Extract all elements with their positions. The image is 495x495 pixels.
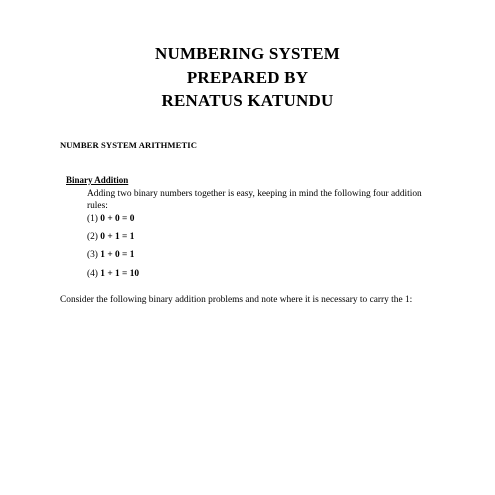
rule-equation: 1 + 0 = 1 — [100, 250, 135, 261]
rule-number: (2) — [87, 232, 98, 243]
rule-number: (4) — [87, 268, 98, 279]
rule-item — [87, 214, 139, 225]
prepared-by-label: PREPARED BY — [186, 67, 309, 87]
consider-paragraph: Consider the following binary addition problems and note where it is necessary to carry the 1: — [60, 295, 413, 305]
rule-item — [87, 250, 139, 261]
rule-number: (1) — [87, 214, 98, 224]
author-name: RENATUS KATUNDU — [161, 91, 334, 110]
rule-equation: 1 + 1 = 10 — [100, 268, 140, 279]
rule-item — [87, 269, 139, 280]
subsection-heading: Binary Addition — [66, 175, 129, 185]
rule-equation: 0 + 1 = 1 — [100, 232, 135, 243]
rule-equation: 0 + 0 = 0 — [100, 214, 135, 224]
section-heading: NUMBER SYSTEM ARITHMETIC — [60, 140, 198, 150]
intro-paragraph: Adding two binary numbers together is easy, keeping in mind the following four addition rules: — [87, 189, 422, 211]
rule-number: (3) — [87, 250, 98, 261]
document-title: NUMBERING SYSTEM — [154, 44, 341, 63]
addition-rules-list — [87, 214, 139, 287]
title-block — [0, 42, 495, 113]
rule-item — [87, 232, 139, 243]
